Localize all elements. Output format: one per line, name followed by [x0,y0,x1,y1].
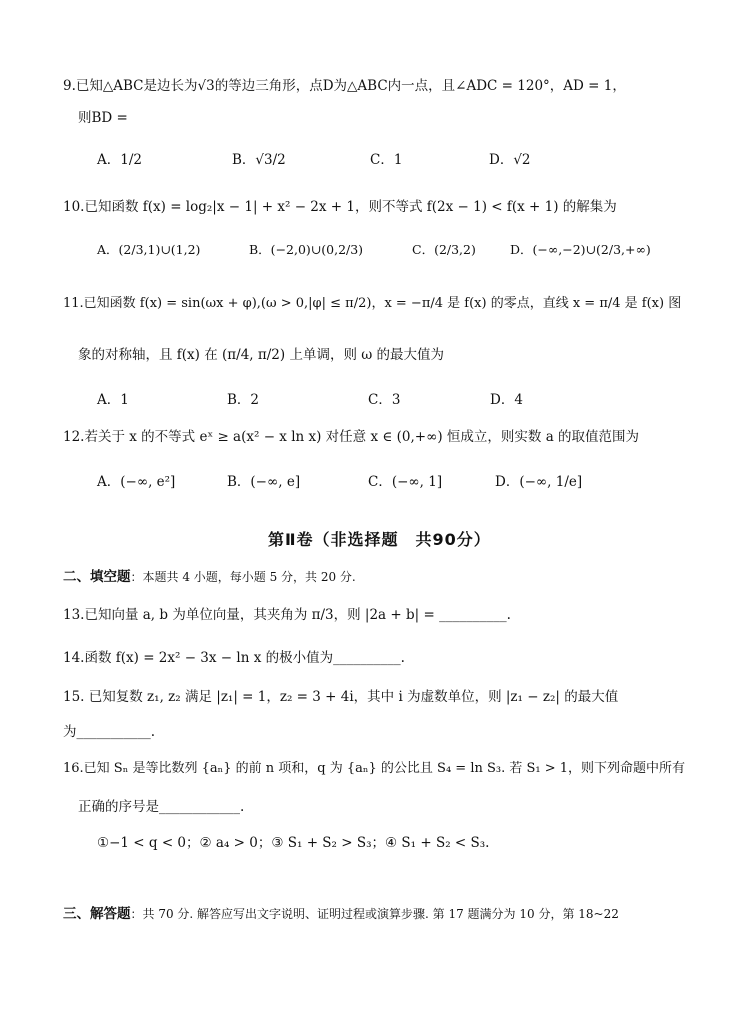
q15-stem-line1: 15. 已知复数 z₁, z₂ 满足 |z₁| = 1，z₂ = 3 + 4i，其中 i 为虚数单位，则 |z₁ − z₂| 的最大值 [63,689,619,705]
q10-option-c: C．(2/3,2) [412,242,476,257]
q10-option-a: A．(2/3,1)∪(1,2) [97,242,201,257]
q11-option-c: C．3 [368,392,401,408]
q14-stem: 14.函数 f(x) = 2x² − 3x − ln x 的极小值为__________. [63,650,405,666]
solve-section-heading: 三、解答题 [63,906,131,922]
q11-stem-line1: 11.已知函数 f(x) = sin(ωx + φ),(ω > 0,|φ| ≤ π/2)，x = −π/4 是 f(x) 的零点，直线 x = π/4 是 f(x) 图 [63,296,682,311]
solve-section-intro: ：共 70 分. 解答应写出文字说明、证明过程或演算步骤. 第 17 题满分为 10 分，第 18~22 [130,907,619,921]
solve-section-header [63,904,619,924]
q9-stem-line1: 9.已知△ABC是边长为√3的等边三角形，点D为△ABC内一点，且∠ADC = 120°，AD = 1， [63,78,626,94]
fill-section-heading: 二、填空题 [63,569,131,585]
q12-option-c: C．(−∞, 1] [368,474,443,490]
q11-option-d: D．4 [490,392,523,408]
fill-section-header [63,567,356,587]
q11-stem-line2: 象的对称轴，且 f(x) 在 (π/4, π/2) 上单调，则 ω 的最大值为 [78,347,445,363]
q10-stem: 10.已知函数 f(x) = log₂|x − 1| + x² − 2x + 1，则不等式 f(2x − 1) < f(x + 1) 的解集为 [63,199,617,215]
fill-section-intro: ：本题共 4 小题，每小题 5 分，共 20 分. [130,570,356,584]
q16-stem-line2: 正确的序号是____________. [78,799,245,815]
q15-stem-line2: 为___________. [63,724,156,740]
q16-stem-line1: 16.已知 Sₙ 是等比数列 {aₙ} 的前 n 项和，q 为 {aₙ} 的公比且 S₄ = ln S₃. 若 S₁ > 1，则下列命题中所有 [63,761,686,776]
q9-stem-line2: 则BD = [78,110,128,126]
section-2-title: 第Ⅱ卷（非选择题 共90分） [268,530,491,549]
q12-stem: 12.若关于 x 的不等式 eˣ ≥ a(x² − x ln x) 对任意 x ∈ (0,+∞) 恒成立，则实数 a 的取值范围为 [63,429,640,445]
q10-option-b: B．(−2,0)∪(0,2/3) [249,242,364,257]
q16-statements: ①−1 < q < 0；② a₄ > 0；③ S₁ + S₂ > S₃；④ S₁ + S₂ < S₃. [97,835,490,851]
q12-option-a: A．(−∞, e²] [97,474,176,490]
q12-option-d: D．(−∞, 1/e] [495,474,583,490]
q13-stem: 13.已知向量 a, b 为单位向量，其夹角为 π/3，则 |2a + b| = __________. [63,607,511,623]
q9-option-b: B．√3/2 [232,152,286,168]
q12-option-b: B．(−∞, e] [227,474,301,490]
q9-option-c: C．1 [370,152,403,168]
q9-option-d: D．√2 [489,152,531,168]
q11-option-a: A．1 [97,392,129,408]
q11-option-b: B．2 [227,392,260,408]
q9-option-a: A．1/2 [97,152,142,168]
q10-option-d: D．(−∞,−2)∪(2/3,+∞) [510,242,651,257]
